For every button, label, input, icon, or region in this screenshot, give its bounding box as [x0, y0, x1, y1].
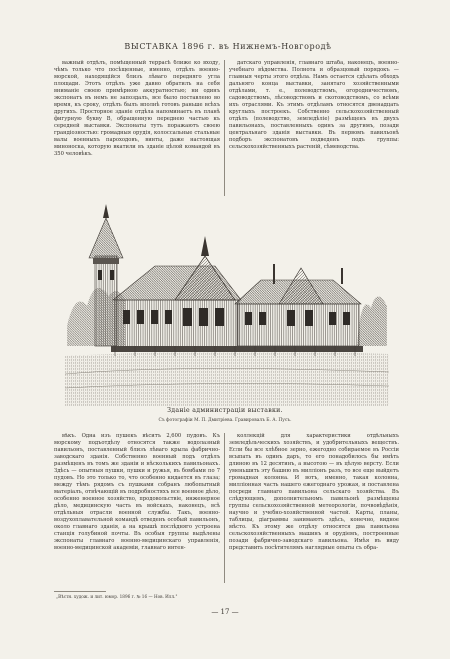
top-left-column [54, 60, 220, 198]
column-divider-top [224, 60, 225, 196]
bottom-left-text: вѣкъ. Одна изъ пушекъ вѣситъ 2,600 пудовъ. Къ морскому подъотдѣлу относятся также водолазный павильонъ, поставленный близъ лѣваго крыла фабрично-заводскаго зданія. Собственно военный подъ отдѣлъ размѣщенъ въ томъ же зданіи и нѣсколькихъ павильонахъ. Здѣсь — опытныя пушки, пушки и ружья, въ бомбами по 7 пудовъ. Но это только то, что особенно кидается въ глаза; между тѣмъ рядомъ съ пушками собранъ любопытный матеріалъ, отвѣчающій въ подробностяхъ все военное дѣло, особенно военное хозяйство, продовольствіе, инженерное дѣло, медицинскую часть въ войскахъ, наконецъ, всѣ отдѣльныя отрасли военной службы. Такъ, военно-воздухоплавательной командѣ отведенъ особый павильонъ, около главнаго зданія, а на крышѣ послѣдняго устроена станція голубиной почты. Въ особыя группы выдѣлены экспонаты главнаго военно-медицинскаго управленія, военно-медицинской академіи, главнаго интен- [54, 433, 220, 551]
top-right-column [229, 60, 399, 198]
page-number: — 17 — [211, 608, 239, 616]
bottom-right-text: коллекцій для характеристики отдѣльныхъ земледѣльческихъ хозяйствъ, и удобрительныхъ веществъ. Если бы все хлѣбное зерно, ежегодно собираемое въ Россіи всыпать въ одинъ даръ, то его понадобилось бы имѣть длиною въ 12 десятинъ, а высотою — въ цѣлую версту. Если уменьшить эту башню въ милліонъ разъ, то все еще выйдетъ громадная колонна. И вотъ, именно, такая колонна, милліонная часть нашего ежегоднаго урожая, и поставлена посреди главнаго павильона сельскаго хозяйства. Въ слѣдующемъ, дополнительномъ павильонѣ размѣщены группы сельскохозяйственной метеорологіи, почвовѣдѣнія, научно и учебно-хозяйственной частей. Карты, планы, таблицы, діаграммы занимаютъ здѣсь, конечно, видное мѣсто. Къ этому же отдѣлу относятся два павильона сельскохозяйственныхъ машинъ и орудіемъ, построенные позади фабрично-заводскаго павильона. Имѣя въ виду представить посѣтителямъ наглядные опыты съ обра- [229, 433, 399, 551]
figure-credit: Съ фотографіи М. П. Дмитріева. Гравировалъ Б. А. Пусъ. [158, 418, 292, 423]
figure-caption: Зданіе администраціи выставки. [167, 407, 283, 414]
bottom-left-column [54, 433, 220, 585]
footnote-rule [54, 591, 106, 592]
footnote: „Вѣстн. худож. и лит. юмор. 1896 г. № 16 — Нов. Илл." [56, 594, 178, 599]
top-left-text: важный отдѣлъ, помѣщенный террасѣ ближе ко входу, чѣмъ только что посѣщенные, именно, отдѣлъ военно-морской, находящійся близъ лѣваго передняго угла площади. Этотъ отдѣлъ уже давно обратилъ на себя вниманіе своею примѣрною аккуратностью; ни одинъ экспонатъ въ немъ не запоздалъ, все было поставлено во время, къ сроку, отдѣлъ былъ вполнѣ готовъ раньше всѣхъ другихъ. Просторное зданіе отдѣла напоминаетъ въ планѣ фигурную букву В, обращенную переднею частью къ середней выставки. Экспонаты тутъ поражаютъ своею грандіозностью: громадныя орудія, колоссальные стальные валы военныхъ пароходовъ, винты, даже настоящая миноноска, которую вкатили въ зданіе цѣлой командой въ 350 человѣкъ. [54, 60, 220, 157]
bottom-right-column [229, 433, 399, 585]
engraving-administration-building [65, 196, 389, 406]
top-right-text: датскаго управленія, главнаго штаба, наконецъ, военно-учебнаго вѣдомства. Полнота и образцовый порядокъ — главныя черты этого отдѣла. Намъ остается сдѣлать обходъ дальняго конца выставки, занятаго хозяйственными отдѣлами, т. е., полеводствомъ, огородничествомъ, садоводствомъ, лѣсоводствомъ и скотоводствомъ, со всѣми ихъ отраслями. Къ этимъ отдѣламъ относятся двенадцать круглыхъ построекъ. Собственно сельскохозяйственный отдѣлъ (полеводство, земледѣліе) размѣщенъ въ двухъ павильонахъ, поставленныхъ одинъ за другимъ, позади центральнаго зданія выставки. Въ первомъ павильонѣ подборъ экспонатовъ подведенъ подъ группы: сельскохозяйственныхъ растеній, сѣмеводства. [229, 60, 399, 150]
running-header: ВЫСТАВКА 1896 г. въ Нижнемъ-Новгородѣ [124, 42, 332, 51]
column-divider-bottom [224, 433, 225, 583]
